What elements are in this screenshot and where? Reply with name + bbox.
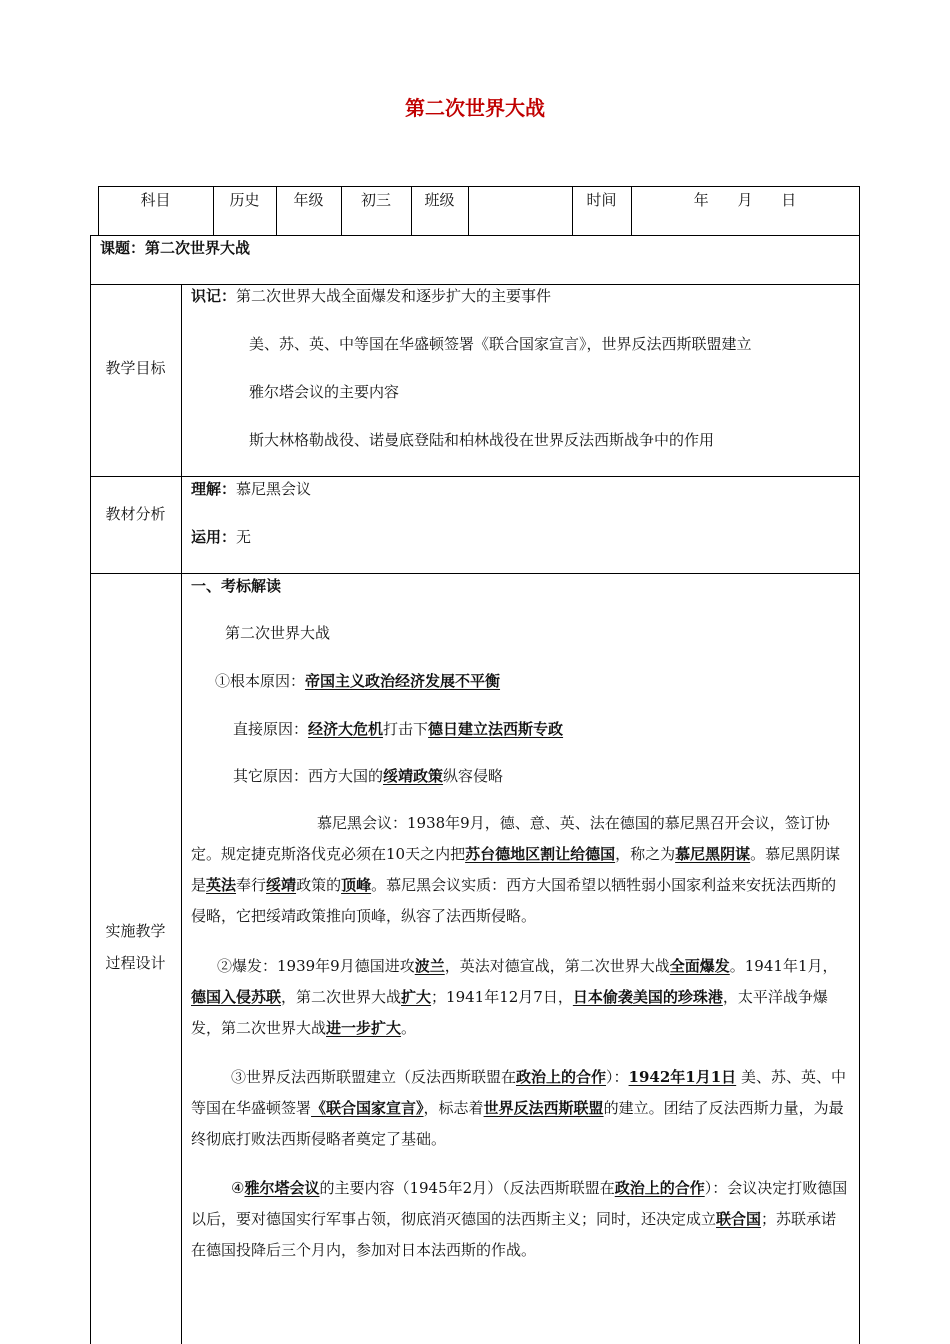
apply-line	[191, 527, 251, 547]
label-column-border	[181, 284, 182, 1344]
process-side-label-2: 过程设计	[105, 954, 166, 972]
alliance-paragraph: ③世界反法西斯联盟建立（反法西斯联盟在政治上的合作）：1942年1月1日 美、苏、英、中等国在华盛顿签署《联合国家宣言》，标志着世界反法西斯联盟的建立。团结了反法西斯力量，为最终彻底打败法西斯侵略者奠定了基础。	[191, 1068, 846, 1148]
apply-value: 无	[236, 528, 252, 546]
subject-value: 历史	[229, 191, 260, 209]
understand-value: 慕尼黑会议	[236, 480, 312, 498]
section-heading: 一、考标解读	[191, 577, 282, 595]
goals-bottom-border	[90, 476, 860, 477]
analysis-bottom-border	[90, 573, 860, 574]
munich-paragraph: 慕尼黑会议：1938年9月，德、意、英、法在德国的慕尼黑召开会议，签订协定。规定捷克斯洛伐克必须在10天之内把苏台德地区割让给德国，称之为慕尼黑阴谋。慕尼黑阴谋是英法奉行绥靖政策的顶峰。慕尼黑会议实质：西方大国希望以牺牲弱小国家利益来安抚法西斯的侵略，它把绥靖政策推向顶峰，纵容了法西斯侵略。	[191, 814, 841, 925]
page-title: 第二次世界大战	[405, 96, 545, 120]
apply-label: 运用：	[191, 528, 237, 546]
outbreak-paragraph: ②爆发：1939年9月德国进攻波兰，英法对德宣战，第二次世界大战全面爆发。1941年1月，德国入侵苏联，第二次世界大战扩大；1941年12月7日，日本偷袭美国的珍珠港，太平洋战争爆发，第二次世界大战进一步扩大。	[191, 957, 838, 1037]
class-label: 班级	[424, 191, 455, 209]
grade-label: 年级	[293, 191, 324, 209]
table-left-border	[90, 235, 91, 1344]
understand-label: 理解：	[191, 480, 237, 498]
goal-item-4: 斯大林格勒战役、诺曼底登陆和柏林战役在世界反法西斯战争中的作用	[249, 431, 715, 449]
other-cause: 其它原因：西方大国的绥靖政策纵容侵略	[233, 767, 504, 785]
topic-label: 课题：	[100, 239, 146, 257]
table-right-border	[859, 186, 860, 1344]
analysis-side-label: 教材分析	[105, 505, 166, 523]
yalta-paragraph: ④雅尔塔会议的主要内容（1945年2月）（反法西斯联盟在政治上的合作）：会议决定打败德国以后，要对德国实行军事占领，彻底消灭德国的法西斯主义；同时，还决定成立联合国；苏联承诺在德国投降后三个月内，参加对日本法西斯的作战。	[191, 1179, 848, 1259]
goal-item-3: 雅尔塔会议的主要内容	[249, 383, 400, 401]
understand-line	[191, 479, 311, 499]
direct-cause: 直接原因：经济大危机打击下德日建立法西斯专政	[233, 720, 564, 738]
section-subheading: 第二次世界大战	[225, 624, 331, 642]
process-side-label-1: 实施教学	[105, 922, 166, 940]
goal-item-2: 美、苏、英、中等国在华盛顿签署《联合国家宣言》，世界反法西斯联盟建立	[249, 335, 752, 353]
subject-label: 科目	[140, 191, 171, 209]
goal-item-1: 识记：第二次世界大战全面爆发和逐步扩大的主要事件	[191, 287, 552, 305]
goals-side-label: 教学目标	[105, 359, 166, 377]
time-label: 时间	[586, 191, 617, 209]
row1-bottom-border	[90, 235, 860, 236]
memorize-label: 识记：	[191, 287, 237, 305]
row1-divider-5	[468, 186, 469, 235]
topic-bottom-border	[90, 284, 860, 285]
root-cause: ①根本原因：帝国主义政治经济发展不平衡	[215, 672, 501, 690]
topic-value: 第二次世界大战	[145, 239, 251, 257]
grade-value: 初三	[360, 191, 391, 209]
time-value: 年 月 日	[693, 191, 797, 209]
topic-row	[100, 238, 250, 258]
